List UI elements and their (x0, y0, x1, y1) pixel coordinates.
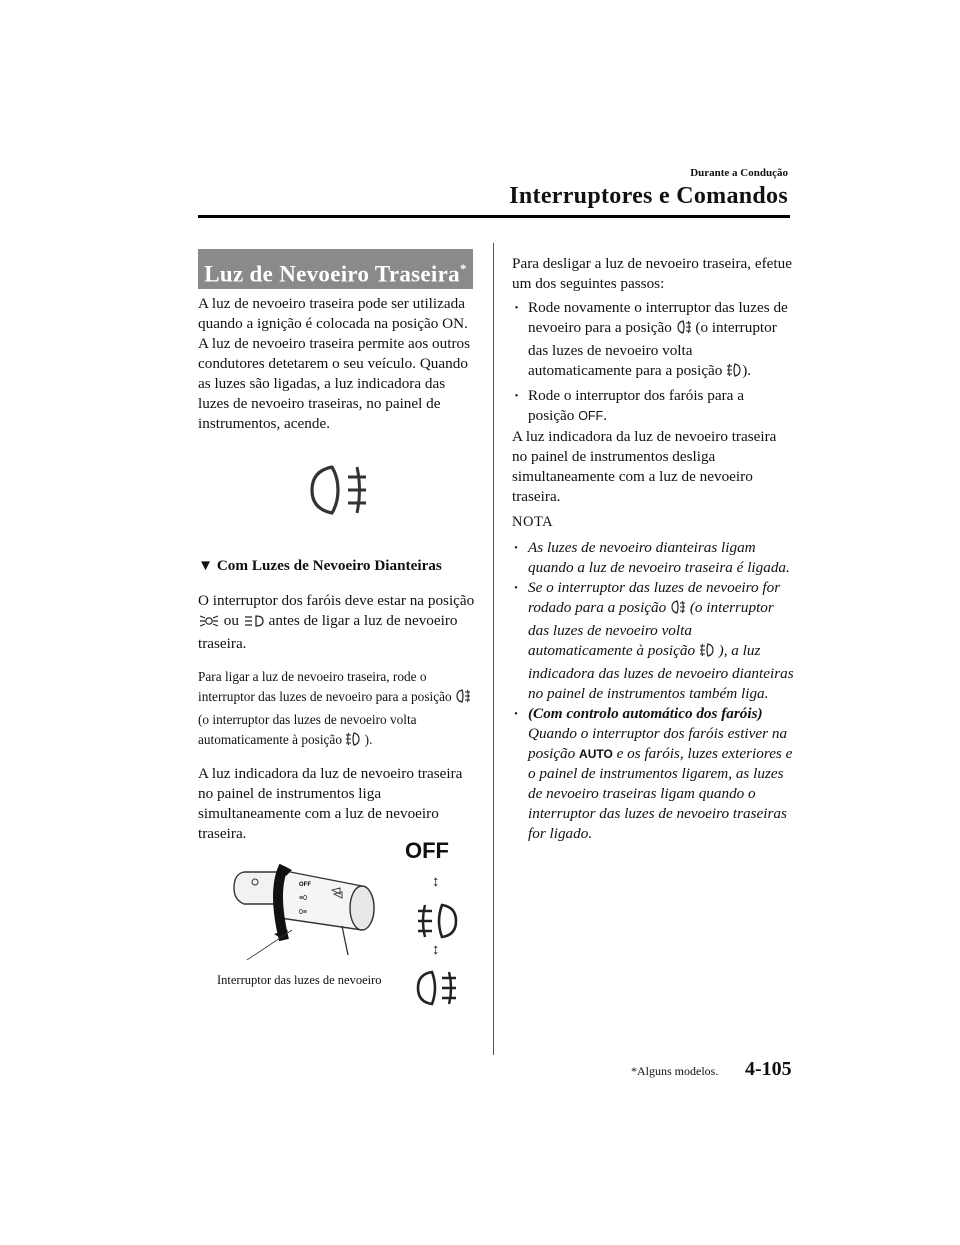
page-number: 4-105 (745, 1058, 792, 1080)
front-fog-icon (345, 731, 361, 753)
intro-text (198, 294, 480, 434)
front-text-c: antes de ligar a luz de nevoeiro traseira. (198, 612, 458, 652)
note3-text-b: e os faróis, luzes exteriores e o painel de instrumentos ligarem, as luzes de nevoeiro traseiras ligam quando o interruptor das luzes de nevoeiro traseiras for ligado. (528, 745, 793, 842)
indicator-paragraph-left: A luz indicadora da luz de nevoeiro traseira no painel de instrumentos liga simultaneamente com a luz de nevoeiro traseira. (198, 765, 463, 842)
note2-text-b: (o interruptor das luzes de nevoeiro volta automaticamente à posição (528, 599, 774, 659)
notes-list (512, 538, 794, 844)
note3-bold: (Com controlo automático dos faróis) (528, 705, 763, 722)
turn-off-steps (512, 298, 792, 428)
section-label: Durante a Condução (690, 167, 788, 179)
note2-text-a: Se o interruptor das luzes de nevoeiro for rodado para a posição (528, 579, 781, 616)
front-text-a: O interruptor dos faróis deve estar na posição (198, 592, 475, 609)
front-fog-symbol-icon (414, 901, 460, 946)
sequence-off-label: OFF (405, 838, 449, 863)
illustration-caption: Interruptor das luzes de nevoeiro (217, 973, 382, 987)
fog-switch-illustration (222, 860, 382, 965)
title-asterisk: * (459, 261, 467, 276)
sequence-arrow-2: ↕ (432, 942, 440, 958)
rear-fog-icon (670, 599, 686, 621)
step1-text-b: (o interruptor das luzes de nevoeiro volta automaticamente para a posição (528, 319, 777, 379)
nota-label: NOTA (512, 514, 554, 530)
note-1: · As luzes de nevoeiro dianteiras ligam quando a luz de nevoeiro traseira é ligada. (512, 538, 794, 578)
subheading-text: Com Luzes de Nevoeiro Dianteiras (216, 557, 442, 574)
rear-fog-symbol-icon (414, 968, 460, 1013)
svg-text:0≡: 0≡ (299, 909, 307, 916)
svg-text:OFF: OFF (299, 882, 311, 888)
section-title-text: Luz de Nevoeiro Traseira (204, 261, 460, 287)
auto-position-label: AUTO (579, 747, 613, 761)
turn-off-intro: Para desligar a luz de nevoeiro traseira, efetue um dos seguintes passos: (512, 255, 792, 292)
front-fog-icon (699, 642, 715, 664)
sequence-arrow-1: ↕ (432, 874, 440, 890)
turn-off-step-1 (512, 298, 792, 384)
intro-paragraph-1: A luz de nevoeiro traseira pode ser utilizada quando a ignição é colocada na posição ON. (198, 295, 468, 332)
subheading (198, 557, 442, 575)
column-divider (493, 243, 494, 1055)
front-text-b: ou (223, 612, 239, 629)
note-3 (512, 704, 794, 844)
turn-on-text-b: (o interruptor das luzes de nevoeiro volta automaticamente à posição (198, 712, 417, 747)
parking-lights-icon (198, 614, 220, 634)
note2-text-c: ), a luz indicadora das luzes de nevoeiro dianteiras no painel de instrumentos também liga. (528, 642, 794, 702)
headlights-icon (243, 614, 265, 634)
turn-on-paragraph (198, 667, 480, 753)
front-fog-icon (726, 362, 742, 384)
step2-text-a: Rode o interruptor dos faróis para a posição (528, 387, 744, 424)
step1-text-c: ). (742, 362, 752, 379)
turn-off-step-2 (512, 386, 792, 426)
svg-text:≡0: ≡0 (299, 895, 307, 902)
rear-fog-icon (455, 688, 471, 710)
turn-on-text-c: ). (364, 732, 373, 747)
step2-text-c: . (603, 407, 607, 424)
rear-fog-indicator-icon (306, 461, 374, 524)
rear-fog-icon (676, 319, 692, 341)
step1-text-a: Rode novamente o interruptor das luzes de nevoeiro para a posição (528, 299, 788, 336)
chapter-title: Interruptores e Comandos (509, 183, 788, 209)
footnote: *Alguns modelos. (631, 1064, 719, 1078)
note3-text-a: Quando o interruptor dos faróis estiver na posição (528, 725, 788, 762)
header-rule (198, 215, 790, 218)
intro-paragraph-2: A luz de nevoeiro traseira permite aos outros condutores detetarem o seu veículo. Quando as luzes são ligadas, a luz indicadora das luzes de nevoeiro traseiras, no painel de instrumentos, acende. (198, 335, 471, 432)
note-2 (512, 578, 794, 704)
front-fog-paragraph (198, 591, 480, 654)
subheading-marker: ▼ (198, 557, 214, 574)
turn-on-text-a: Para ligar a luz de nevoeiro traseira, rode o interruptor das luzes de nevoeiro para a posição (198, 669, 452, 704)
section-title (198, 249, 473, 289)
indicator-paragraph-right: A luz indicadora da luz de nevoeiro traseira no painel de instrumentos desliga simultaneamente com a luz de nevoeiro traseira. (512, 428, 777, 505)
off-position-label: OFF (578, 409, 604, 423)
